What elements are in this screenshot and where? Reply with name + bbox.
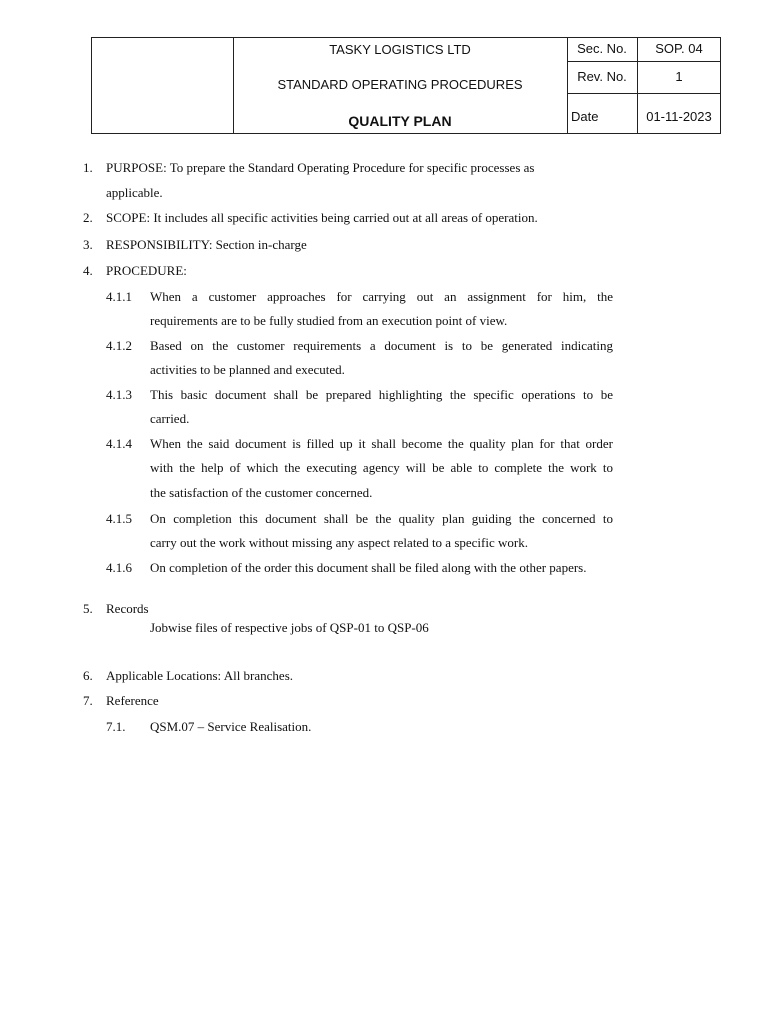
step-text: carried. (150, 411, 190, 426)
step-text: requirements are to be fully studied from an execution point of view. (150, 313, 508, 328)
list-number: 2. (83, 210, 93, 225)
list-number: 7. (83, 693, 93, 708)
document-header (91, 37, 721, 134)
procedure-heading: PROCEDURE: (106, 263, 187, 278)
date-value: 01-11-2023 (646, 109, 712, 124)
step-text: When the said document is filled up it shall become the quality plan for that order (150, 436, 613, 451)
step-text: On completion of the order this document shall be filed along with the other papers. (150, 560, 587, 575)
section-number-value: SOP. 04 (655, 41, 703, 56)
step-text: the satisfaction of the customer concerned. (150, 485, 373, 500)
list-number: 3. (83, 237, 93, 252)
list-number: 5. (83, 601, 93, 616)
scope-text: SCOPE: It includes all specific activities being carried out at all areas of operation. (106, 210, 538, 225)
purpose-text: PURPOSE: To prepare the Standard Operating Procedure for specific processes as (106, 160, 535, 175)
step-number: 4.1.4 (106, 436, 132, 451)
document-title: QUALITY PLAN (348, 113, 452, 129)
step-number: 4.1.5 (106, 511, 132, 526)
step-text: This basic document shall be prepared highlighting the specific operations to be (150, 387, 613, 402)
header-divider (567, 93, 720, 94)
step-number: 4.1.1 (106, 289, 132, 304)
section-number-label: Sec. No. (577, 41, 627, 56)
step-text: On completion this document shall be the quality plan guiding the concerned to (150, 511, 613, 526)
step-text: with the help of which the executing agency will be able to complete the work to (150, 460, 613, 475)
responsibility-text: RESPONSIBILITY: Section in-charge (106, 237, 307, 252)
revision-number-label: Rev. No. (577, 69, 627, 84)
list-number: 1. (83, 160, 93, 175)
step-number: 4.1.6 (106, 560, 132, 575)
locations-text: Applicable Locations: All branches. (106, 668, 294, 683)
step-text: activities to be planned and executed. (150, 362, 345, 377)
list-number: 4. (83, 263, 93, 278)
step-text: carry out the work without missing any aspect related to a specific work. (150, 535, 528, 550)
reference-text: QSM.07 – Service Realisation. (150, 719, 312, 734)
step-number: 4.1.2 (106, 338, 132, 353)
date-label: Date (571, 109, 599, 124)
purpose-text-continued: applicable. (106, 185, 163, 200)
document-subtitle: STANDARD OPERATING PROCEDURES (277, 77, 523, 92)
step-text: Based on the customer requirements a document is to be generated indicating (150, 338, 613, 353)
reference-number: 7.1. (106, 719, 126, 734)
records-text: Jobwise files of respective jobs of QSP-01 to QSP-06 (150, 620, 429, 635)
revision-number-value: 1 (675, 69, 683, 84)
header-divider (567, 61, 720, 62)
reference-heading: Reference (106, 693, 159, 708)
list-number: 6. (83, 668, 93, 683)
step-number: 4.1.3 (106, 387, 132, 402)
step-text: When a customer approaches for carrying out an assignment for him, the (150, 289, 613, 304)
company-name: TASKY LOGISTICS LTD (329, 42, 471, 57)
records-heading: Records (106, 601, 149, 616)
